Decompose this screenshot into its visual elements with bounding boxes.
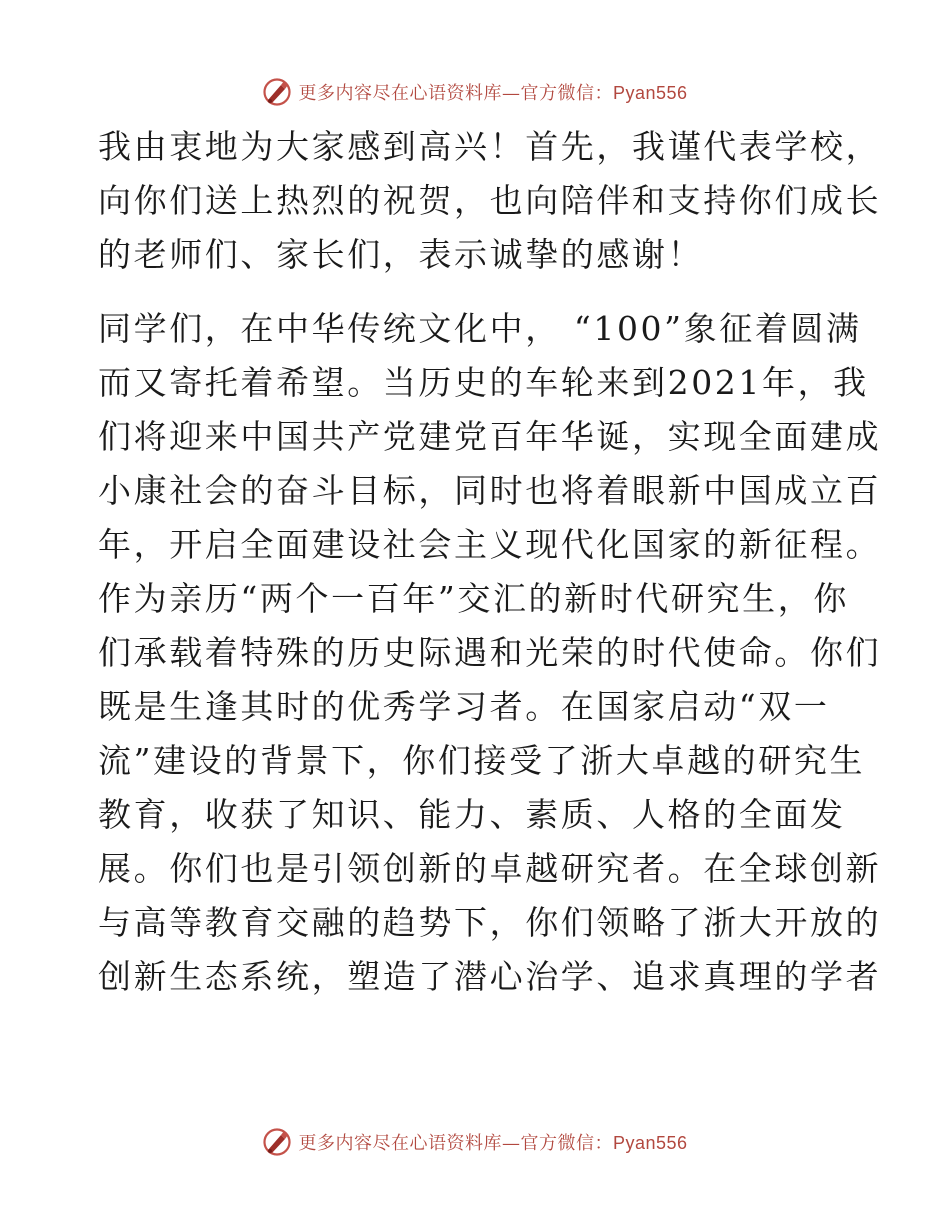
text-line: 与高等教育交融的趋势下，你们领略了浙大开放的	[98, 903, 882, 942]
watermark-text: 更多内容尽在心语资料库—官方微信：	[298, 83, 613, 104]
text-line: 既是生逢其时的优秀学习者。在国家启动“双一	[98, 687, 830, 726]
text-line: 小康社会的奋斗目标，同时也将着眼新中国成立百	[98, 471, 882, 510]
text-line: 而又寄托着希望。当历史的车轮来到2021年，我	[98, 363, 869, 402]
pen-logo-icon	[262, 1127, 292, 1157]
header-watermark	[0, 72, 950, 112]
text-line: 同学们，在中华传统文化中， “100”象征着圆满	[98, 309, 862, 348]
text-line: 的老师们、家长们，表示诚挚的感谢！	[98, 235, 704, 274]
text-line: 们将迎来中国共产党建党百年华诞，实现全面建成	[98, 417, 882, 456]
document-body	[98, 120, 882, 1004]
text-line: 教育，收获了知识、能力、素质、人格的全面发	[98, 795, 846, 834]
wechat-id: Pyan556	[612, 83, 688, 103]
wechat-id: Pyan556	[612, 1133, 688, 1153]
text-line: 创新生态系统，塑造了潜心治学、追求真理的学者	[98, 957, 882, 996]
watermark-text: 更多内容尽在心语资料库—官方微信：	[298, 1133, 613, 1154]
paragraph	[98, 302, 882, 1004]
text-line: 向你们送上热烈的祝贺，也向陪伴和支持你们成长	[98, 181, 882, 220]
footer-watermark	[0, 1122, 950, 1162]
text-line: 年，开启全面建设社会主义现代化国家的新征程。	[98, 525, 882, 564]
text-line: 作为亲历“两个一百年”交汇的新时代研究生，你	[98, 579, 849, 618]
text-line: 们承载着特殊的历史际遇和光荣的时代使命。你们	[98, 633, 882, 672]
text-line: 流”建设的背景下，你们接受了浙大卓越的研究生	[98, 741, 866, 780]
text-line: 我由衷地为大家感到高兴！首先，我谨代表学校，	[98, 127, 882, 166]
pen-logo-icon	[262, 77, 292, 107]
text-line: 展。你们也是引领创新的卓越研究者。在全球创新	[98, 849, 882, 888]
paragraph	[98, 120, 882, 282]
